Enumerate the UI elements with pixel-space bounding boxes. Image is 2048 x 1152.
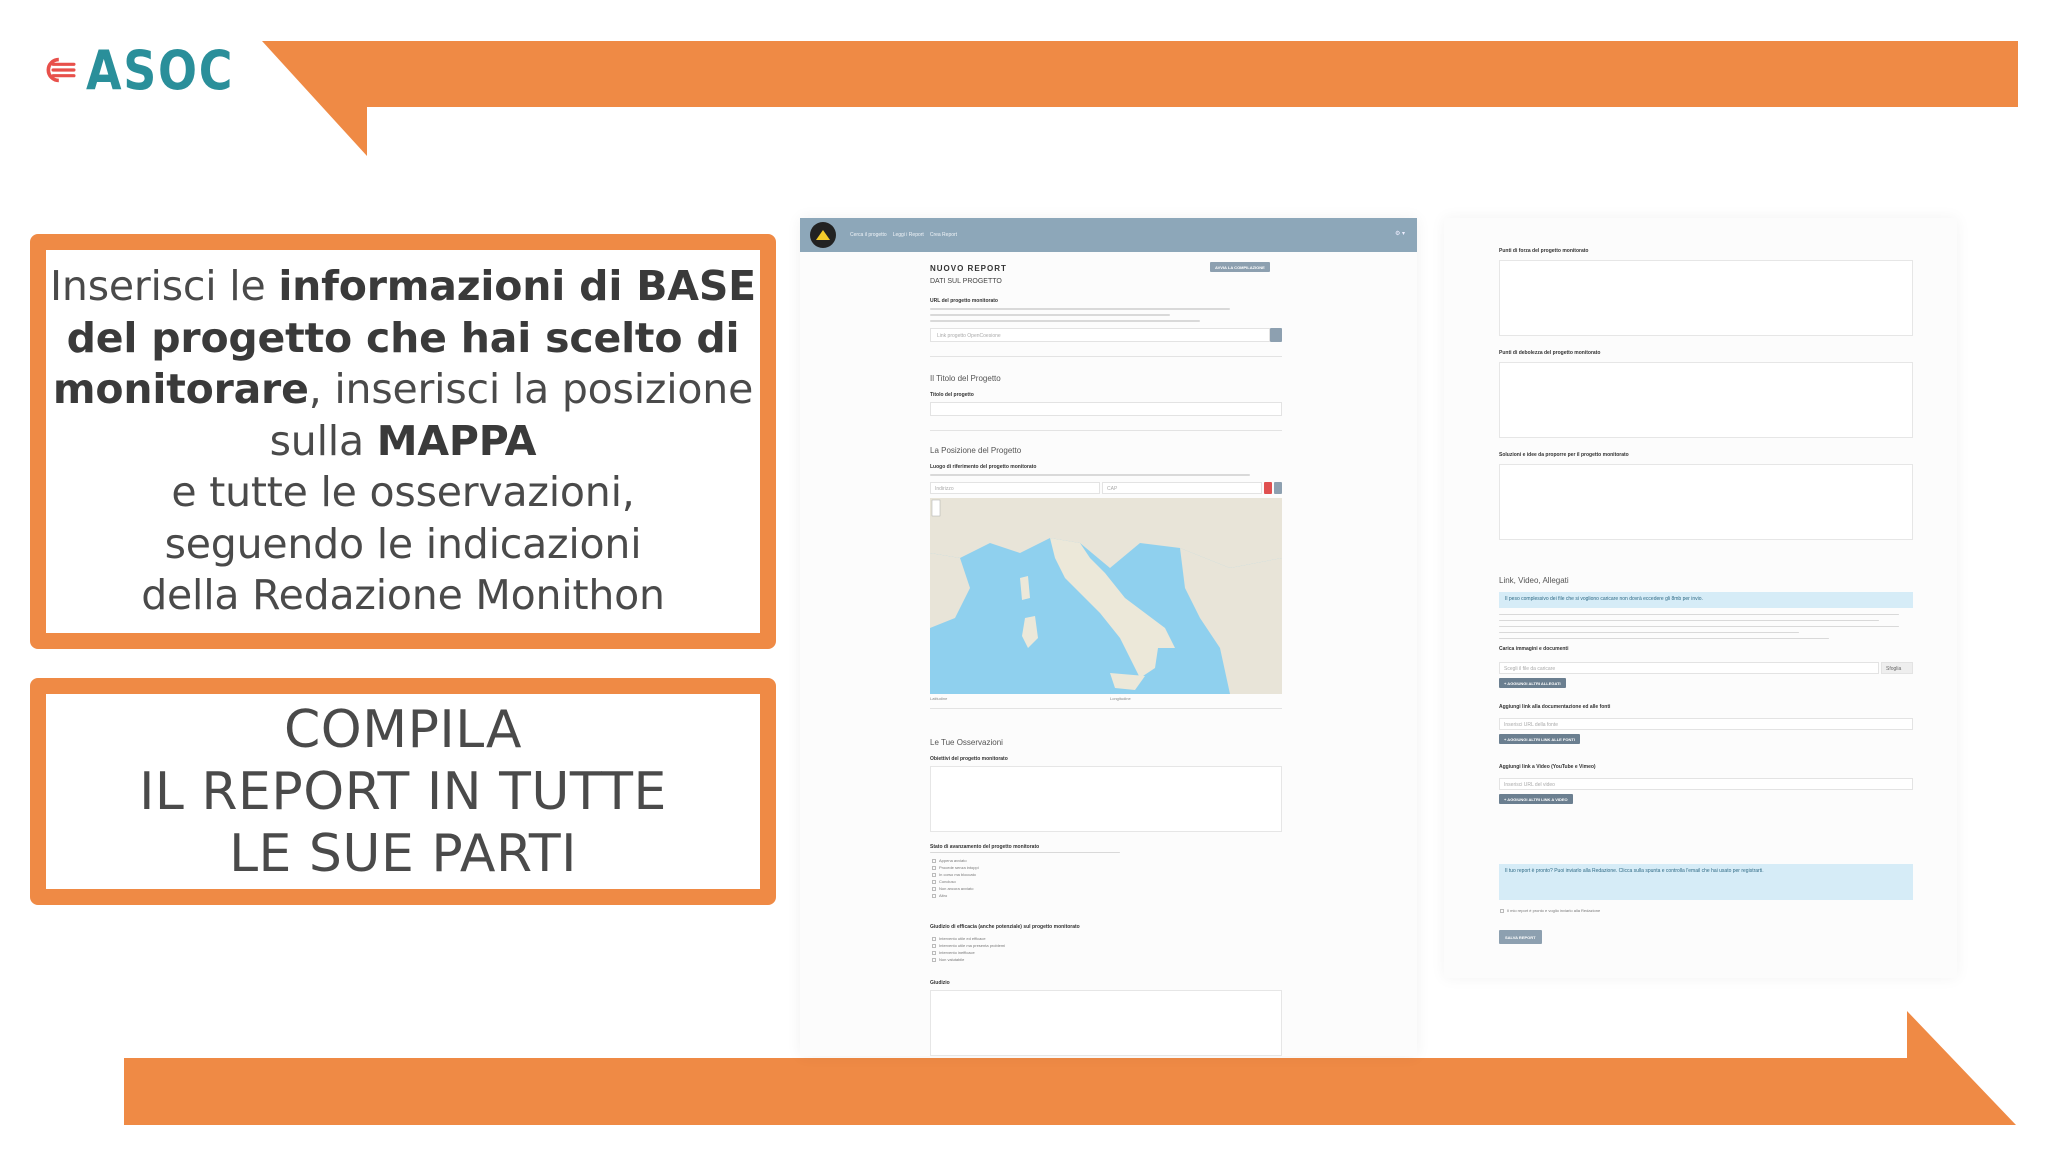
project-title-label: Titolo del progetto [930,392,974,398]
browse-button[interactable]: Sfoglia [1881,662,1913,674]
status-option[interactable]: In corso ma bloccato [932,872,976,877]
longitude-label: Longitudine [1110,696,1131,701]
add-video-button[interactable]: + AGGIUNGI ALTRI LINK A VIDEO [1499,794,1573,804]
final-ready-checkbox[interactable]: Il mio report è pronto e voglio inviarlo alla Redazione [1500,908,1600,913]
text-line: IL REPORT IN TUTTE [139,761,667,822]
section-links: Link, Video, Allegati [1499,576,1569,585]
report-form-screenshot-left [800,218,1417,1056]
clear-icon[interactable] [1264,482,1272,494]
strengths-textarea[interactable] [1499,260,1913,336]
source-link-input[interactable]: Inserisci URL della fonte [1499,718,1913,730]
help-text [1499,626,1899,627]
help-text [1499,614,1899,615]
logo-text: ASOC [85,38,234,102]
project-map[interactable] [930,498,1282,694]
cap-input[interactable]: CAP [1102,482,1262,494]
add-links-button[interactable]: + AGGIUNGI ALTRI LINK ALLE FONTI [1499,734,1580,744]
help-text [1499,620,1879,621]
objectives-textarea[interactable] [930,766,1282,832]
report-subtitle: DATI SUL PROGETTO [930,278,1002,285]
status-option[interactable]: Non ancora avviato [932,886,973,891]
monithon-logo-icon [810,222,836,248]
video-label: Aggiungi link a Video (YouTube e Vimeo) [1499,764,1596,770]
instructions-text-complete [139,699,667,885]
solutions-label: Soluzioni e idee da proporre per il progetto monitorato [1499,452,1629,458]
help-text [930,852,1120,853]
efficacy-option[interactable]: Intervento inefficace [932,950,975,955]
address-input[interactable]: Indirizzo [930,482,1100,494]
utility-label: Giudizio [930,980,950,986]
status-option[interactable]: Concluso [932,879,956,884]
locate-icon[interactable] [1274,482,1282,494]
text-line: della Redazione Monithon [141,571,665,620]
help-text [1499,632,1799,633]
project-title-input[interactable] [930,402,1282,416]
nav-link[interactable]: Crea Report [929,232,958,238]
text-line: seguendo le indicazioni [164,519,642,568]
report-title: NUOVO REPORT [930,264,1007,273]
help-text [930,308,1230,310]
help-text [930,474,1250,476]
start-compilation-button[interactable]: AVVIA LA COMPILAZIONE [1210,262,1270,272]
nav-links [850,232,957,238]
nav-link[interactable]: Leggi i Report [892,232,924,238]
save-report-button[interactable]: SALVA REPORT [1499,930,1542,944]
section-title: Il Titolo del Progetto [930,374,1001,383]
position-label: Luogo di riferimento del progetto monitorato [930,464,1037,470]
asoc-logo [40,40,260,100]
efficacy-option[interactable]: Intervento utile ed efficace [932,936,986,941]
search-icon[interactable] [1270,328,1282,342]
weaknesses-textarea[interactable] [1499,362,1913,438]
instructions-box-complete [30,678,776,905]
efficacy-option[interactable]: Non valutabile [932,957,964,962]
efficacy-label: Giudizio di efficacia (anche potenziale) sul progetto monitorato [930,924,1080,930]
status-option[interactable]: Altro [932,893,947,898]
help-text [1499,638,1829,639]
italy-map-graphic [930,498,1282,694]
file-input[interactable]: Scegli il file da caricare [1499,662,1879,674]
objectives-label: Obiettivi del progetto monitorato [930,756,1008,762]
add-attachments-button[interactable]: + AGGIUNGI ALTRI ALLEGATI [1499,678,1566,688]
text-segment: , inserisci la posizione sulla [269,365,754,465]
utility-textarea[interactable] [930,990,1282,1056]
weaknesses-label: Punti di debolezza del progetto monitorato [1499,350,1601,356]
navbar [800,218,1417,252]
user-menu-icon[interactable]: ⚙ ▾ [1394,231,1405,237]
video-link-input[interactable]: Inserisci URL del video [1499,778,1913,790]
solutions-textarea[interactable] [1499,464,1913,540]
help-text [930,320,1200,322]
url-input[interactable]: Link progetto OpenCoesione [930,328,1270,342]
logo-mark-icon [40,42,82,98]
section-position: La Posizione del Progetto [930,446,1022,455]
latitude-label: Latitudine [930,696,948,701]
text-bold-segment: MAPPA [376,416,537,465]
files-size-alert: Il peso complessivo dei file che si vogliono caricare non dovrà eccedere gli 8mb per invio. [1499,592,1913,608]
text-bold-segment: informazioni di BASE del progetto che hai scelto di monitorare [52,262,756,414]
divider [930,356,1282,357]
upload-label: Carica immagini e documenti [1499,646,1569,652]
instructions-box-basics [30,234,776,649]
divider [930,430,1282,431]
divider [930,708,1282,709]
text-line: COMPILA [283,699,523,760]
ready-info-alert: Il tuo report è pronto? Puoi inviarlo alla Redazione. Clicca sulla spunta e controlla l'email che hai usato per registrarti. [1499,864,1913,900]
instructions-text-basics [46,261,760,622]
links-label: Aggiungi link alla documentazione ed alle fonti [1499,704,1611,710]
section-observations: Le Tue Osservazioni [930,738,1003,747]
text-line: LE SUE PARTI [229,823,577,884]
status-label: Stato di avanzamento del progetto monitorato [930,844,1040,850]
text-line: e tutte le osservazioni, [171,468,635,517]
efficacy-option[interactable]: Intervento utile ma presenta problemi [932,943,1005,948]
status-option[interactable]: Appena avviato [932,858,967,863]
status-option[interactable]: Procede senza intoppi [932,865,979,870]
report-form-screenshot-right [1444,218,1957,978]
url-label: URL del progetto monitorato [930,298,998,304]
text-segment: Inserisci le [50,262,279,311]
strengths-label: Punti di forza del progetto monitorato [1499,248,1589,254]
nav-link[interactable]: Cerca il progetto [850,232,887,238]
top-banner [0,0,2048,170]
help-text [930,314,1170,316]
